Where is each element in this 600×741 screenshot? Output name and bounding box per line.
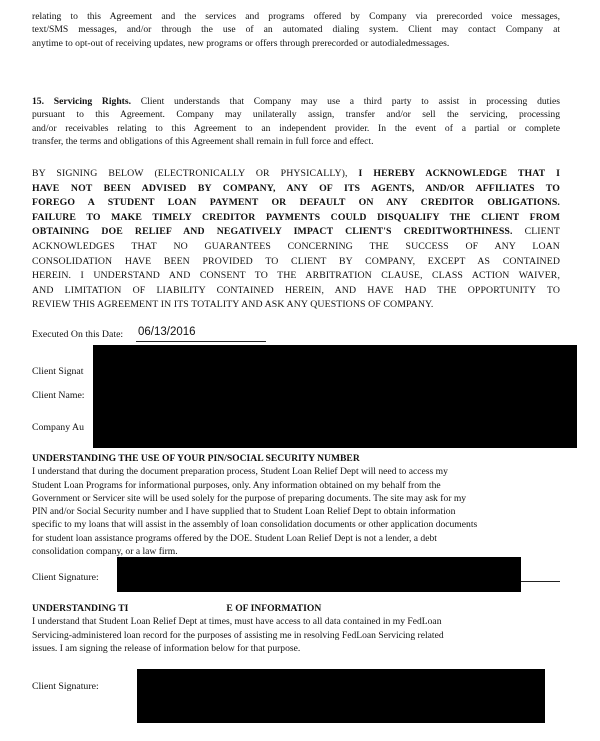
ack-bold-line-3: FOREGO A STUDENT LOAN PAYMENT OR DEFAULT ON ANY CREDITOR OBLIGATIONS. [32, 197, 560, 209]
release-heading-start: UNDERSTANDING TI [32, 603, 129, 614]
servicing-rights-heading: 15. Servicing Rights. [32, 96, 131, 107]
release-signature-redaction [137, 669, 545, 723]
client-name-label: Client Name: [32, 390, 85, 401]
ack-line-5 [32, 225, 560, 240]
pin-section [32, 452, 572, 558]
servicing-line-1 [32, 95, 560, 108]
pin-line-6: for student loan assistance programs offered by the DOE. Student Loan Relief Dept is not a lender, a debt [32, 532, 437, 544]
ack-line-8: HEREIN. I UNDERSTAND AND CONSENT TO THE ARBITRATION CLAUSE, CLASS ACTION WAIVER, [32, 270, 560, 282]
ack-line-6: ACKNOWLEDGES THAT NO GUARANTEES CONCERNING THE SUCCESS OF ANY LOAN [32, 240, 560, 252]
client-signature-label: Client Signat [32, 366, 84, 377]
ack-bold-line-2: HAVE NOT BEEN ADVISED BY COMPANY, ANY OF ITS AGENTS, AND/OR AFFILIATES TO [32, 182, 560, 194]
release-heading [32, 602, 572, 615]
pin-signature-underline [521, 581, 560, 582]
ack-line-5-plain: CLIENT [524, 226, 560, 238]
pin-line-2: Student Loan Programs for informational purposes, only. Any information obtained on my behalf from the [32, 479, 441, 491]
ack-line-9: AND LIMITATION OF LIABILITY CONTAINED HEREIN, AND HAVE HAD THE OPPORTUNITY TO [32, 284, 560, 296]
release-line-1: I understand that Student Loan Relief Dept at times, must have access to all data contained in my FedLoan [32, 616, 442, 628]
acknowledgement-block [32, 167, 560, 313]
intro-line-3: anytime to opt-out of receiving updates, new programs or offers through prerecorded or autodialedmessages. [32, 37, 450, 49]
ack-line-1 [32, 167, 560, 182]
servicing-rights-section [32, 95, 560, 148]
release-section [32, 602, 572, 655]
pin-line-4: PIN and/or Social Security number and I have supplied that to Student Loan Relief Dept to obtain information [32, 506, 456, 518]
executed-date-label: Executed On this Date: [32, 329, 124, 340]
executed-date-value: 06/13/2016 [138, 326, 196, 338]
intro-paragraph [32, 10, 560, 50]
release-client-signature-label: Client Signature: [32, 681, 99, 692]
ack-line-10: REVIEW THIS AGREEMENT IN ITS TOTALITY AND ASK ANY QUESTIONS OF COMPANY. [32, 299, 434, 311]
company-label: Company Au [32, 422, 84, 433]
executed-date-underline [136, 341, 266, 342]
servicing-line-4: transfer, the terms and obligations of this Agreement shall remain in full force and effect. [32, 135, 374, 147]
pin-line-1: I understand that during the document preparation process, Student Loan Relief Dept will need to access my [32, 466, 448, 478]
pin-line-5: specific to my loans that will assist in the assembly of loan consolidation documents or other application documents [32, 519, 478, 531]
pin-client-signature-label: Client Signature: [32, 572, 99, 583]
servicing-line-3: and/or receivables relating to this Agreement to an independent provider. In the event of a partial or complete [32, 122, 560, 134]
ack-line-5-bold: OBTAINING DOE RELIEF AND NEGATIVELY IMPACT CLIENT'S CREDITWORTHINESS. [32, 226, 513, 238]
intro-line-1: relating to this Agreement and the services and programs offered by Company via prerecorded voice messages, [32, 11, 560, 22]
ack-line-7: CONSOLIDATION HAVE BEEN PROVIDED TO CLIENT BY COMPANY, EXCEPT AS CONTAINED [32, 255, 560, 267]
ack-bold-line-4: FAILURE TO MAKE TIMELY CREDITOR PAYMENTS COULD DISQUALIFY THE CLIENT FROM [32, 211, 560, 223]
servicing-line-2: pursuant to this Agreement. Company may unilaterally assign, transfer and/or sell the servicing, processing [32, 109, 560, 121]
ack-line-1-plain: BY SIGNING BELOW (ELECTRONICALLY OR PHYSICALLY), [32, 168, 348, 179]
pin-signature-redaction [117, 557, 521, 592]
release-heading-end: E OF INFORMATION [226, 603, 322, 614]
release-line-3: issues. I am signing the release of information below for that purpose. [32, 642, 301, 654]
pin-line-7: consolidation company, or a law firm. [32, 546, 178, 558]
intro-line-2: text/SMS messages, and/or through the use of an automated dialing system. Client may contact Company at [32, 24, 560, 36]
pin-heading: UNDERSTANDING THE USE OF YOUR PIN/SOCIAL SECURITY NUMBER [32, 453, 360, 464]
pin-line-3: Government or Servicer site will be used solely for the purpose of preparing documents. The site may ask for my [32, 492, 467, 504]
ack-line-1-bold: I HEREBY ACKNOWLEDGE THAT I [358, 168, 560, 179]
redaction-box [93, 345, 577, 448]
release-line-2: Servicing-administered loan record for the purposes of assisting me in resolving FedLoan Servicing related [32, 629, 444, 641]
servicing-line-1-text: Client understands that Company may use a third party to assist in processing duties [140, 96, 560, 107]
